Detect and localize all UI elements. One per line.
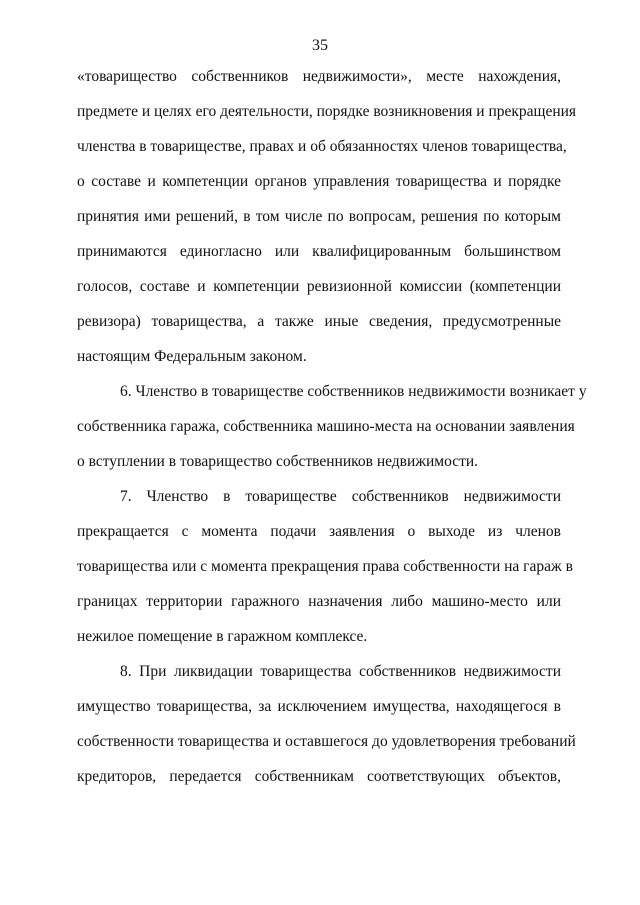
text-line: собственности товарищества и оставшегося до удовлетворения требований [77,733,576,750]
text-line: членства в товариществе, правах и об обязанностях членов товарищества, [77,138,567,155]
paragraph-8-first-line: 8. При ликвидации товарищества собственников недвижимости [120,663,561,680]
text-line: границах территории гаражного назначения либо машино-место или [77,593,561,610]
text-line: ревизора) товарищества, а также иные сведения, предусмотренные [77,313,561,330]
text-line: настоящим Федеральным законом. [77,348,307,365]
paragraph-6-first-line: 6. Членство в товариществе собственников недвижимости возникает у [120,383,587,400]
text-line: принимаются единогласно или квалифицированным большинством [77,243,561,260]
page-number: 35 [312,37,328,54]
text-line: прекращается с момента подачи заявления о выходе из членов [77,523,561,540]
text-line: принятия ими решений, в том числе по вопросам, решения по которым [77,208,561,225]
text-line: о составе и компетенции органов управления товарищества и порядке [77,173,561,190]
text-line: кредиторов, передается собственникам соответствующих объектов, [77,768,561,785]
text-line: о вступлении в товарищество собственников недвижимости. [77,453,479,470]
text-line: товарищества или с момента прекращения права собственности на гараж в [77,558,573,575]
text-line: имущество товарищества, за исключением имущества, находящегося в [77,698,561,715]
text-line: предмете и целях его деятельности, порядке возникновения и прекращения [77,103,577,120]
text-line: нежилое помещение в гаражном комплексе. [77,628,368,645]
text-line: «товарищество собственников недвижимости», месте нахождения, [77,68,561,85]
text-line: голосов, составе и компетенции ревизионной комиссии (компетенции [77,278,561,295]
paragraph-7-first-line: 7. Членство в товариществе собственников недвижимости [120,488,561,505]
text-line: собственника гаража, собственника машино-места на основании заявления [77,418,575,435]
